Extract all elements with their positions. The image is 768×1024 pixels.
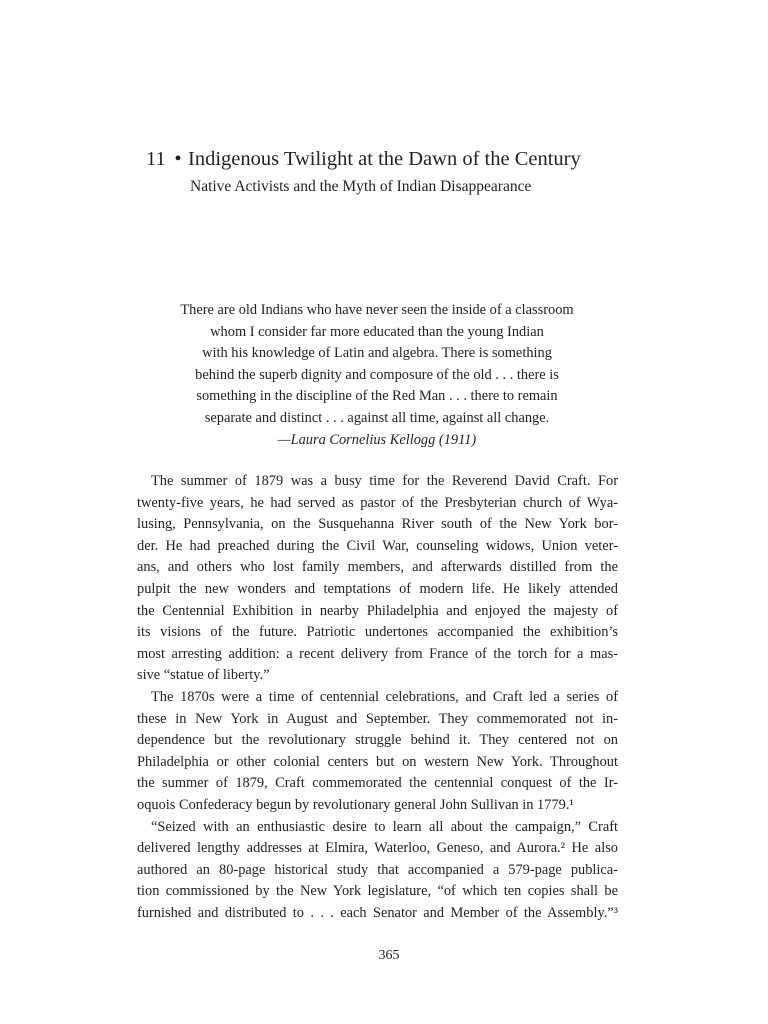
body-line: The summer of 1879 was a busy time for the Reverend David Craft. For: [151, 473, 618, 489]
epigraph-attribution: —Laura Cornelius Kellogg (1911): [277, 431, 477, 448]
body-line: these in New York in August and September. They commemorated not in-: [137, 710, 618, 727]
body-line: The 1870s were a time of centennial celebrations, and Craft led a series of: [151, 688, 618, 705]
body-line: its visions of the future. Patriotic undertones accompanied the exhibition’s: [137, 624, 618, 641]
epigraph-line: There are old Indians who have never seen the inside of a classroom: [180, 302, 574, 318]
epigraph-line: with his knowledge of Latin and algebra. There is something: [202, 345, 552, 362]
body-line: delivered lengthy addresses at Elmira, Waterloo, Geneso, and Aurora.² He also: [137, 840, 618, 857]
body-line: the summer of 1879, Craft commemorated the centennial conquest of the Ir-: [137, 775, 618, 792]
chapter-bullet: •: [174, 148, 182, 170]
body-line: tion commissioned by the New York legislature, “of which ten copies shall be: [137, 883, 618, 900]
body-line: most arresting addition: a recent delivery from France of the torch for a mas-: [137, 645, 618, 662]
body-line: Philadelphia or other colonial centers but on western New York. Throughout: [137, 753, 618, 770]
chapter-subtitle: Native Activists and the Myth of Indian Disappearance: [190, 178, 532, 195]
page-number: 365: [378, 948, 400, 963]
epigraph-line: something in the discipline of the Red Man . . . there to remain: [196, 388, 558, 405]
epigraph: [137, 300, 617, 451]
body-line: ans, and others who lost family members, and afterwards distilled from the: [137, 559, 618, 576]
body-line: der. He had preached during the Civil War, counseling widows, Union veter-: [137, 537, 618, 554]
body-line: furnished and distributed to . . . each Senator and Member of the Assembly.”³: [137, 904, 618, 921]
epigraph-line: separate and distinct . . . against all time, against all change.: [204, 409, 550, 426]
body-text: [137, 471, 618, 924]
body-line: the Centennial Exhibition in nearby Philadelphia and enjoyed the majesty of: [137, 602, 618, 619]
body-line: lusing, Pennsylvania, on the Susquehanna River south of the New York bor-: [137, 516, 618, 533]
body-line: “Seized with an enthusiastic desire to learn all about the campaign,” Craft: [151, 818, 618, 835]
body-line: twenty-five years, he had served as pastor of the Presbyterian church of Wya-: [137, 494, 618, 511]
body-line: sive “statue of liberty.”: [137, 667, 270, 684]
epigraph-line: whom I consider far more educated than the young Indian: [210, 323, 544, 340]
body-line: authored an 80-page historical study that accompanied a 579-page publica-: [137, 861, 618, 878]
chapter-heading: [146, 144, 646, 198]
body-line: oquois Confederacy begun by revolutionary general John Sullivan in 1779.¹: [137, 796, 574, 813]
chapter-title: Indigenous Twilight at the Dawn of the Century: [188, 148, 581, 170]
epigraph-line: behind the superb dignity and composure of the old . . . there is: [195, 366, 559, 383]
body-line: pulpit the new wonders and temptations of modern life. He likely attended: [137, 580, 618, 597]
chapter-number: 11: [146, 148, 166, 170]
chapter-title-line: [146, 144, 646, 174]
body-line: dependence but the revolutionary struggle behind it. They centered not on: [137, 732, 618, 749]
